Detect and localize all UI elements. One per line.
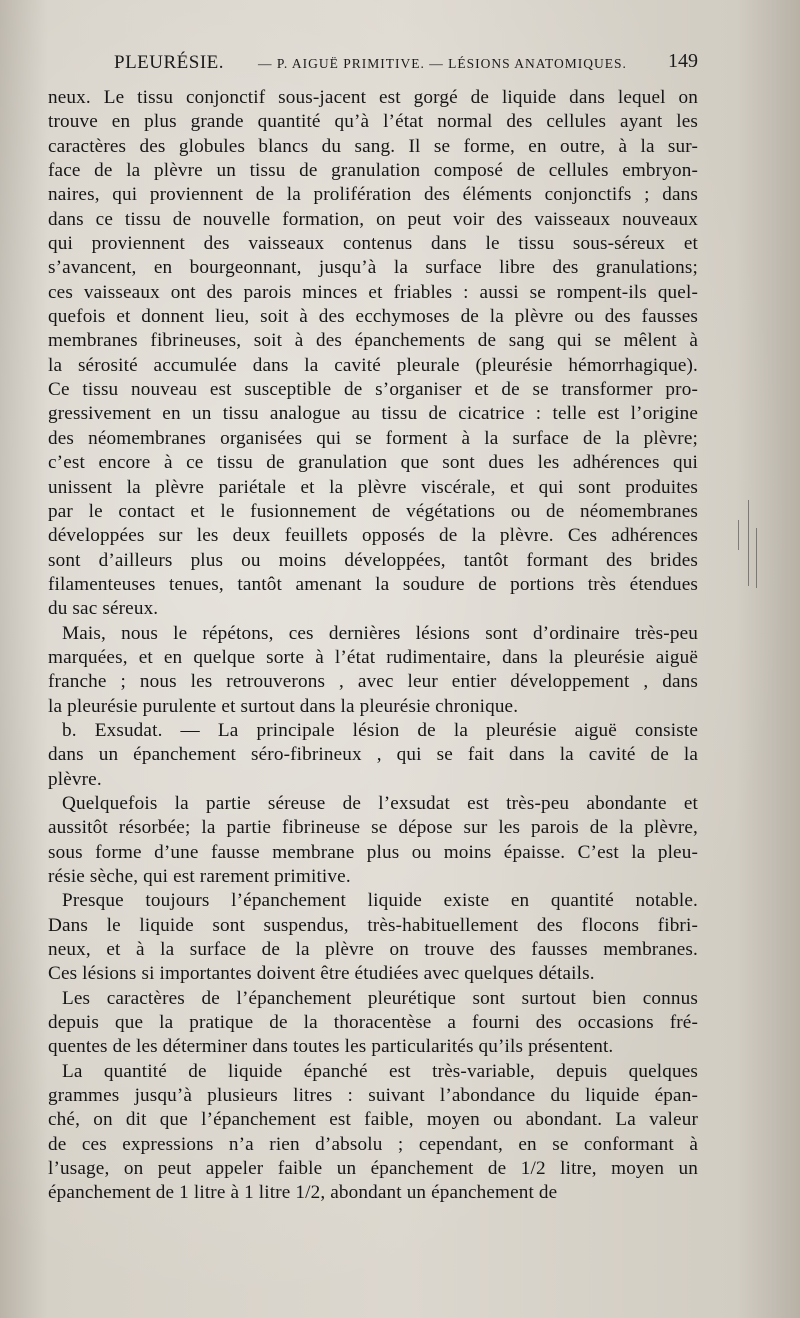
text-line: marquées, et en quelque sorte à l’état rudimentaire, dans la pleurésie aiguë	[48, 646, 698, 668]
text-line: Dans le liquide sont suspendus, très-habituellement des flocons fibri-	[48, 914, 698, 936]
text-line: naires, qui proviennent de la prolifération des éléments conjonctifs ; dans	[48, 184, 698, 206]
margin-mark	[738, 520, 739, 550]
text-line: résie sèche, qui est rarement primitive.	[48, 866, 351, 887]
text-line: plèvre.	[48, 768, 102, 790]
margin-mark	[756, 528, 757, 588]
text-line: unissent la plèvre pariétale et la plèvre viscérale, et qui sont produites	[48, 476, 698, 498]
body-text	[48, 86, 698, 1206]
text-line: la sérosité accumulée dans la cavité pleurale (pleurésie hémorrhagique).	[48, 354, 698, 376]
text-line: Mais, nous le répétons, ces dernières lésions sont d’ordinaire très-peu	[62, 622, 698, 644]
running-header	[48, 50, 698, 80]
text-line: par le contact et le fusionnement de végétations ou de néomembranes	[48, 500, 698, 522]
text-line: ché, on dit que l’épanchement est faible, moyen ou abondant. La valeur	[48, 1109, 698, 1131]
text-line: ces vaisseaux ont des parois minces et friables : aussi se rompent-ils quel-	[48, 281, 698, 303]
text-line: grammes jusqu’à plusieurs litres : suivant l’abondance du liquide épan-	[48, 1085, 698, 1107]
text-line: Les caractères de l’épanchement pleurétique sont surtout bien connus	[62, 987, 698, 1009]
text-line: filamenteuses tenues, tantôt amenant la soudure de portions très étendues	[48, 573, 698, 595]
text-line: La quantité de liquide épanché est très-variable, depuis quelques	[62, 1060, 698, 1082]
text-line: la pleurésie purulente et surtout dans la pleurésie chronique.	[48, 695, 519, 717]
text-line: c’est encore à ce tissu de granulation que sont dues les adhérences qui	[48, 452, 698, 474]
text-line: des néomembranes organisées qui se forment à la surface de la plèvre;	[48, 427, 698, 449]
text-line: neux, et à la surface de la plèvre on trouve des fausses membranes.	[48, 939, 698, 961]
text-line: l’usage, on peut appeler faible un épanchement de 1/2 litre, moyen un	[48, 1158, 698, 1180]
text-line: épanchement de 1 litre à 1 litre 1/2, abondant un épanchement de	[48, 1182, 558, 1204]
text-line: développées sur les deux feuillets opposés de la plèvre. Ces adhérences	[48, 525, 698, 547]
text-line: gressivement en un tissu analogue au tissu de cicatrice : telle est l’origine	[48, 403, 698, 425]
text-line: Presque toujours l’épanchement liquide existe en quantité notable.	[62, 890, 698, 912]
page-number: 149	[668, 50, 698, 72]
margin-mark	[748, 500, 749, 586]
running-title: PLEURÉSIE.	[114, 52, 225, 73]
text-line: neux. Le tissu conjonctif sous-jacent est gorgé de liquide dans lequel on	[48, 87, 698, 108]
text-line: dans ce tissu de nouvelle formation, on peut voir des vaisseaux nouveaux	[48, 208, 698, 230]
text-line: quentes de les déterminer dans toutes les particularités qu’ils présentent.	[48, 1036, 614, 1058]
text-line: dans un épanchement séro-fibrineux , qui se fait dans la cavité de la	[48, 744, 698, 766]
text-line: membranes fibrineuses, soit à des épanchements de sang qui se mêlent à	[48, 330, 698, 352]
text-line: trouve en plus grande quantité qu’à l’état normal des cellules ayant les	[48, 111, 698, 133]
running-subtitle: — P. AIGUË PRIMITIVE. — LÉSIONS ANATOMIQUES.	[258, 56, 627, 71]
text-line: depuis que la pratique de la thoracentèse a fourni des occasions fré-	[48, 1012, 698, 1034]
text-line: sont d’ailleurs plus ou moins développées, tantôt formant des brides	[48, 549, 698, 571]
text-line: de ces expressions n’a rien d’absolu ; cependant, en se conformant à	[48, 1133, 698, 1155]
text-line: Ce tissu nouveau est susceptible de s’organiser et de se transformer pro-	[48, 379, 698, 401]
text-line: franche ; nous les retrouverons , avec leur entier développement , dans	[48, 671, 698, 693]
text-line: qui proviennent des vaisseaux contenus dans le tissu sous-séreux et	[48, 233, 698, 255]
text-line: b. Exsudat. — La principale lésion de la pleurésie aiguë consiste	[62, 719, 698, 741]
text-line: aussitôt résorbée; la partie fibrineuse se dépose sur les parois de la plèvre,	[48, 817, 698, 839]
text-line: face de la plèvre un tissu de granulation composé de cellules embryon-	[48, 160, 698, 182]
text-line: Quelquefois la partie séreuse de l’exsudat est très-peu abondante et	[62, 792, 698, 814]
text-line: sous forme d’une fausse membrane plus ou moins épaisse. C’est la pleu-	[48, 841, 698, 863]
text-line: du sac séreux.	[48, 598, 159, 620]
text-line: s’avancent, en bourgeonnant, jusqu’à la surface libre des granulations;	[48, 257, 698, 279]
text-line: Ces lésions si importantes doivent être étudiées avec quelques détails.	[48, 963, 595, 985]
text-line: caractères des globules blancs du sang. Il se forme, en outre, à la sur-	[48, 135, 698, 157]
text-line: quefois et donnent lieu, soit à des ecchymoses de la plèvre ou des fausses	[48, 306, 698, 328]
